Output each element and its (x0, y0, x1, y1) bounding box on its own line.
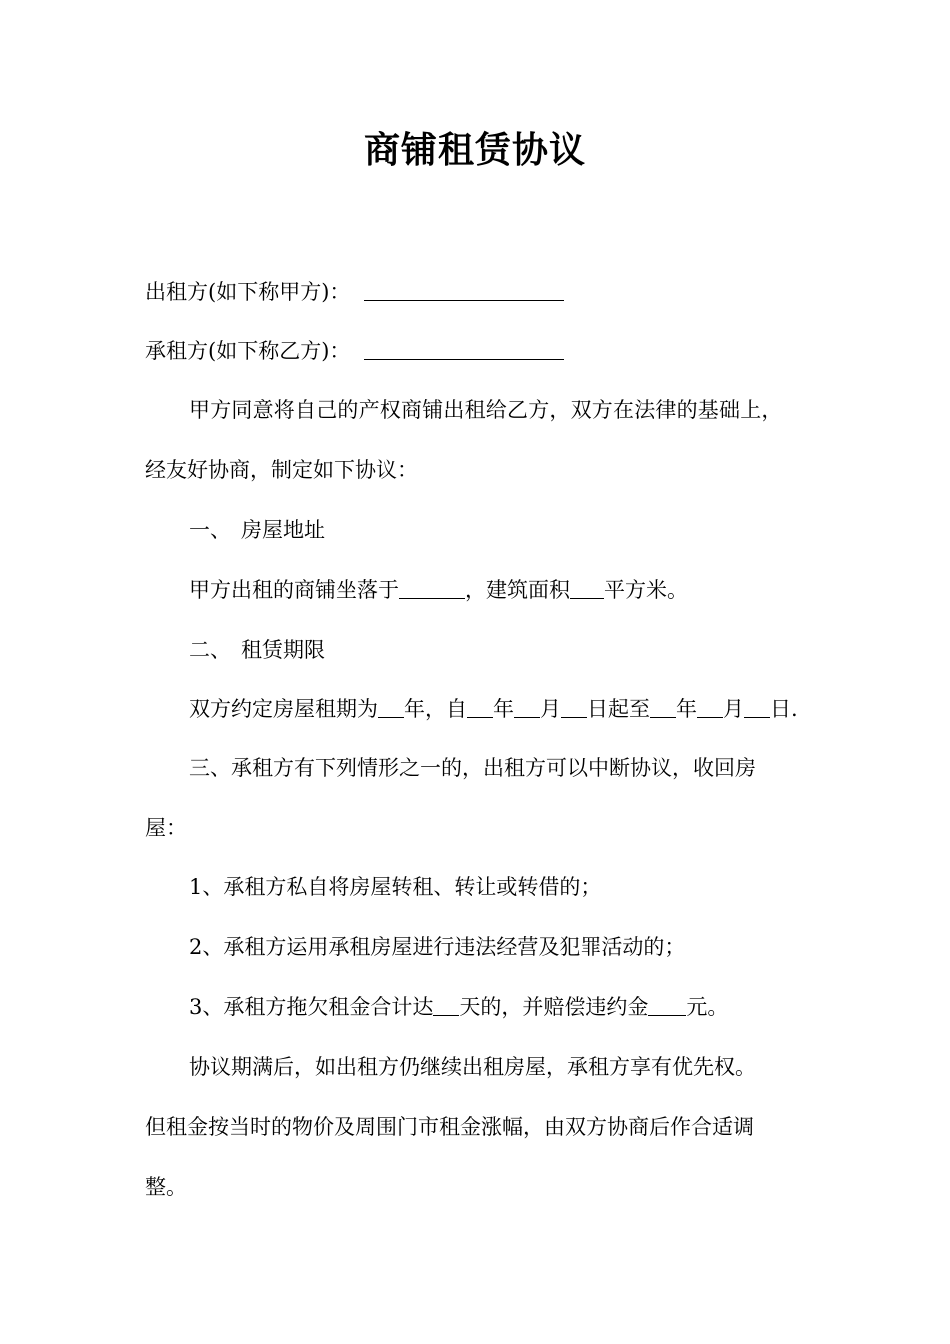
renewal-line-2: 但租金按当时的物价及周围门市租金涨幅，由双方协商后作合适调 (145, 1115, 754, 1139)
overdue-days-blank[interactable] (433, 993, 459, 1016)
end-year-blank[interactable] (650, 695, 676, 718)
start-month-blank[interactable] (514, 695, 540, 718)
clause-item-2: 2、承租方运用承租房屋进行违法经营及犯罪活动的； (189, 935, 686, 959)
section-1-text-a: 甲方出租的商铺坐落于 (189, 578, 399, 602)
section-3-line-2: 屋： (145, 816, 187, 840)
end-day-blank[interactable] (744, 695, 770, 718)
term-text-f: 年 (676, 697, 697, 721)
section-2-heading (189, 635, 829, 665)
lessee-line (145, 336, 825, 366)
section-1-text-b: ，建筑面积 (465, 578, 570, 602)
item-3-text-b: 天的，并赔偿违约金 (459, 995, 649, 1019)
term-text-h: 日. (770, 697, 798, 721)
term-text-c: 年 (493, 697, 514, 721)
intro-line-1: 甲方同意将自己的产权商铺出租给乙方，双方在法律的基础上， (189, 398, 783, 422)
area-blank[interactable] (570, 576, 604, 599)
section-1-title: 房屋地址 (241, 518, 325, 542)
section-1-text-c: 平方米。 (604, 578, 688, 602)
section-1-text (189, 575, 829, 605)
term-text-b: 年，自 (404, 697, 467, 721)
section-1-number: 一、 (189, 518, 231, 542)
lessee-label: 承租方(如下称乙方)： (145, 339, 351, 363)
renewal-line-3: 整。 (145, 1175, 187, 1199)
term-years-blank[interactable] (378, 695, 404, 718)
clause-item-1: 1、承租方私自将房屋转租、转让或转借的； (189, 875, 602, 899)
end-month-blank[interactable] (697, 695, 723, 718)
section-1-heading (189, 515, 829, 545)
section-3-line-1: 三、承租方有下列情形之一的，出租方可以中断协议，收回房 (189, 756, 756, 780)
lessee-blank[interactable] (364, 337, 564, 360)
term-text-g: 月 (723, 697, 744, 721)
renewal-line-1: 协议期满后，如出租方仍继续出租房屋，承租方享有优先权。 (189, 1055, 756, 1079)
lessor-blank[interactable] (364, 278, 564, 301)
section-2-number: 二、 (189, 638, 231, 662)
item-3-text-c: 元。 (686, 995, 729, 1019)
document-title: 商铺租赁协议 (363, 129, 586, 171)
term-text-d: 月 (540, 697, 561, 721)
term-text-e: 日起至 (587, 697, 650, 721)
start-year-blank[interactable] (467, 695, 493, 718)
section-2-title: 租赁期限 (241, 638, 325, 662)
lessor-line (145, 277, 825, 307)
address-blank[interactable] (399, 576, 465, 599)
penalty-amount-blank[interactable] (648, 993, 686, 1016)
clause-item-3 (189, 992, 829, 1022)
intro-line-2: 经友好协商，制定如下协议： (145, 458, 418, 482)
item-3-text-a: 3、承租方拖欠租金合计达 (189, 995, 434, 1019)
lessor-label: 出租方(如下称甲方)： (145, 280, 351, 304)
start-day-blank[interactable] (561, 695, 587, 718)
term-text-a: 双方约定房屋租期为 (189, 697, 378, 721)
section-2-text (189, 694, 829, 724)
